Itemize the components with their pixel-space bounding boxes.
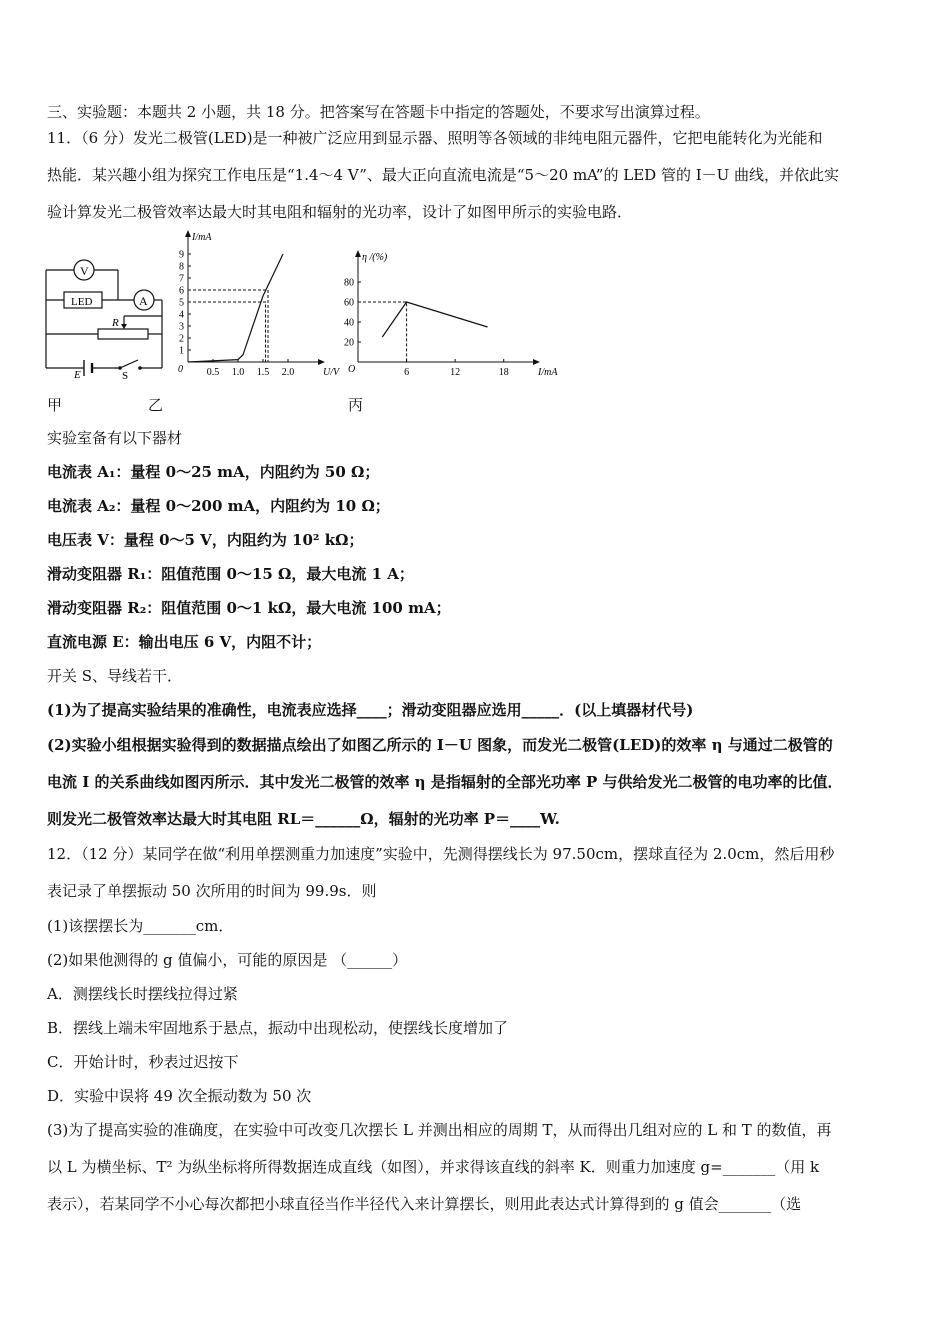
x-tick-label: 12 <box>450 367 461 378</box>
q12-line1: 12．（12 分）某同学在做“利用单摆测重力加速度”实验中，先测得摆线长为 97.50cm，摆球直径为 2.0cm，然后用秒 <box>47 845 835 863</box>
equipment-v: 电压表 V：量程 0～5 V，内阻约为 10² kΩ； <box>47 531 364 549</box>
x-tick-label: 18 <box>498 367 509 378</box>
origin-label: 0 <box>178 364 183 375</box>
x-axis-label: U/V <box>323 367 340 378</box>
rheostat-label: R <box>112 317 119 329</box>
guide-line <box>188 302 266 362</box>
switch-lever <box>120 360 138 368</box>
y-axis-label: I/mA <box>192 232 212 243</box>
q12-option-c: C．开始计时，秒表过迟按下 <box>47 1053 239 1071</box>
q12-part3-line3: 表示），若某同学不小心每次都把小球直径当作半径代入来计算摆长，则用此表达式计算得到的 g 值会_______（选 <box>47 1195 802 1213</box>
series-line <box>188 254 283 362</box>
x-axis-arrow <box>318 359 325 365</box>
y-tick-label: 7 <box>179 273 184 285</box>
switch-label: S <box>122 370 129 382</box>
y-tick-label: 80 <box>344 277 354 289</box>
led-label: LED <box>71 296 93 308</box>
chart-eta <box>338 228 558 380</box>
y-axis-arrow <box>355 250 361 257</box>
fig-label-yi: 乙 <box>148 396 164 414</box>
q11-part2-line2: 电流 I 的关系曲线如图丙所示．其中发光二极管的效率 η 是指辐射的全部光功率 P 与供给发光二极管的电功率的比值． <box>47 773 843 791</box>
y-tick-label: 1 <box>179 345 184 357</box>
rheostat-slider <box>121 324 127 329</box>
y-tick-label: 60 <box>344 297 354 309</box>
equipment-e: 直流电源 E：输出电压 6 V，内阻不计； <box>47 633 322 651</box>
x-tick-label: 1.5 <box>256 367 270 378</box>
q11-part2-line3: 则发光二极管效率达最大时其电阻 RL＝______Ω，辐射的光功率 P＝____W. <box>47 810 560 828</box>
switch-terminal-right <box>138 366 142 370</box>
rheostat-symbol <box>98 329 148 339</box>
q11-part2-line1: (2)实验小组根据实验得到的数据描点绘出了如图乙所示的 I－U 图象，而发光二极管(LED)的效率 η 与通过二极管的 <box>47 736 833 754</box>
y-tick-label: 20 <box>344 337 354 349</box>
section-heading: 三、实验题：本题共 2 小题，共 18 分。把答案写在答题卡中指定的答题处，不要求写出演算过程。 <box>47 103 710 121</box>
x-axis-label: I/mA <box>538 367 558 378</box>
q12-option-d: D．实验中误将 49 次全振动数为 50 次 <box>47 1087 312 1105</box>
x-tick-label: 6 <box>404 367 410 378</box>
y-axis-label: η /(%) <box>362 252 388 263</box>
x-tick-label: 0.5 <box>206 367 220 378</box>
x-axis-arrow <box>533 359 540 365</box>
x-tick-label: 1.0 <box>231 367 245 378</box>
chart-iu <box>170 228 340 380</box>
x-tick-label: 2.0 <box>281 367 295 378</box>
q11-part1: (1)为了提高实验结果的准确性，电流表应选择____；滑动变阻器应选用_____．(以上填器材代号) <box>47 701 694 719</box>
y-tick-label: 6 <box>179 285 184 297</box>
q11-intro-line3: 验计算发光二极管效率达最大时其电阻和辐射的光功率，设计了如图甲所示的实验电路． <box>47 203 633 221</box>
q12-option-b: B．摆线上端未牢固地系于悬点，振动中出现松动，使摆线长度增加了 <box>47 1019 509 1037</box>
y-axis-arrow <box>185 230 191 237</box>
q12-part1: (1)该摆摆长为_______cm． <box>47 917 234 935</box>
q12-part3-line2: 以 L 为横坐标、T² 为纵坐标将所得数据连成直线（如图），并求得该直线的斜率 K．则重力加速度 g=_______（用 k <box>47 1158 820 1176</box>
y-tick-label: 3 <box>179 321 184 333</box>
equipment-title: 实验室备有以下器材 <box>47 429 183 447</box>
guide-line <box>358 302 407 362</box>
y-tick-label: 9 <box>179 249 184 261</box>
fig-label-bing: 丙 <box>348 396 364 414</box>
y-tick-label: 4 <box>179 309 184 321</box>
equipment-s: 开关 S、导线若干． <box>47 667 183 685</box>
q12-part2: (2)如果他测得的 g 值偏小，可能的原因是 （______） <box>47 951 408 969</box>
q12-part3-line1: (3)为了提高实验的准确度，在实验中可改变几次摆长 L 并测出相应的周期 T，从而得出几组对应的 L 和 T 的数值，再 <box>47 1121 832 1139</box>
q12-option-a: A．测摆线长时摆线拉得过紧 <box>47 985 238 1003</box>
y-tick-label: 8 <box>179 261 184 273</box>
equipment-r1: 滑动变阻器 R₁：阻值范围 0～15 Ω，最大电流 1 A； <box>47 565 414 583</box>
source-label: E <box>74 369 81 381</box>
fig-label-jia: 甲 <box>47 396 63 414</box>
q11-intro-line2: 热能．某兴趣小组为探究工作电压是“1.4～4 V”、最大正向直流电流是“5～20 mA”的 LED 管的 I－U 曲线，并依此实 <box>47 166 840 184</box>
y-tick-label: 2 <box>179 333 184 345</box>
guide-line <box>188 290 268 362</box>
equipment-r2: 滑动变阻器 R₂：阻值范围 0～1 kΩ，最大电流 100 mA； <box>47 599 451 617</box>
voltmeter-label: V <box>80 264 89 278</box>
q12-line2: 表记录了单摆振动 50 次所用的时间为 99.9s．则 <box>47 882 377 900</box>
y-tick-label: 5 <box>179 297 184 309</box>
equipment-a1: 电流表 A₁：量程 0～25 mA，内阻约为 50 Ω； <box>47 463 380 481</box>
origin-label: O <box>348 364 356 375</box>
series-line <box>382 302 487 337</box>
y-tick-label: 40 <box>344 317 354 329</box>
equipment-a2: 电流表 A₂：量程 0～200 mA，内阻约为 10 Ω； <box>47 497 390 515</box>
circuit-diagram <box>40 250 170 380</box>
ammeter-label: A <box>139 294 148 308</box>
q11-intro-line1: 11．（6 分）发光二极管(LED)是一种被广泛应用到显示器、照明等各领域的非纯电阻元器件，它把电能转化为光能和 <box>47 129 823 147</box>
